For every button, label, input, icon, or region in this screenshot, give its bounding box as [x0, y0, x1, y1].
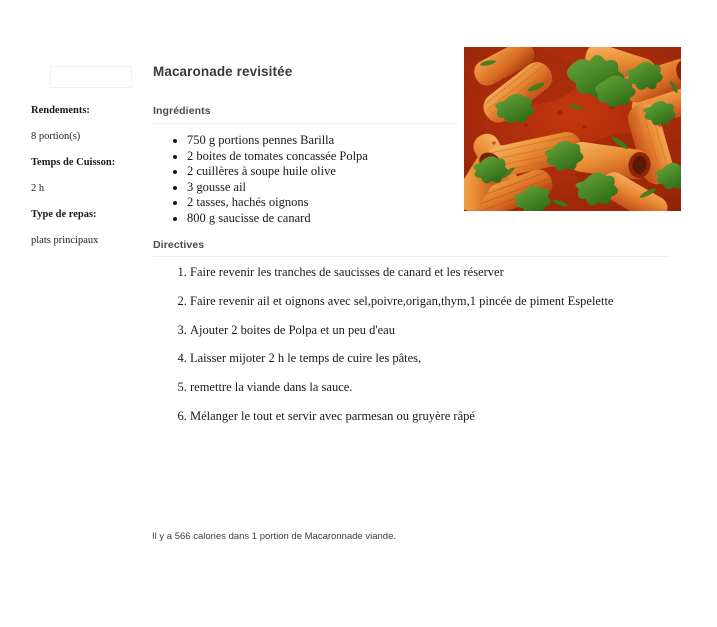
list-item: • 750 g portions pennes Barilla — [187, 133, 368, 149]
list-item: 5. remettre la viande dans la sauce. — [190, 380, 613, 394]
list-item: • 2 boites de tomates concassée Polpa — [187, 149, 368, 165]
list-item: 6. Mélanger le tout et servir avec parmesan ou gruyère râpé — [190, 409, 613, 423]
meta-label-rendements: Rendements: — [31, 105, 90, 116]
ingredients-divider — [153, 123, 458, 124]
directives-heading: Directives — [153, 239, 205, 251]
ingredients-heading: Ingrédients — [153, 105, 211, 117]
list-item: • 800 g saucisse de canard — [187, 211, 368, 227]
meta-label-temps-de-cuisson: Temps de Cuisson: — [31, 157, 116, 168]
directives-divider — [153, 256, 670, 257]
meta-item-rendements — [31, 104, 146, 143]
recipe-photo — [464, 47, 681, 211]
meta-value-rendements: 8 portion(s) — [31, 131, 81, 142]
recipe-thumbnail-frame — [50, 66, 132, 88]
list-item: 2. Faire revenir ail et oignons avec sel,poivre,origan,thym,1 pincée de piment Espelette — [190, 294, 613, 308]
calorie-note: Il y a 566 calories dans 1 portion de Macaronnade viande. — [152, 531, 396, 542]
meta-item-type-de-repas — [31, 208, 146, 247]
list-item: • 2 tasses, hachés oignons — [187, 195, 368, 211]
meta-label-type-de-repas: Type de repas: — [31, 209, 97, 220]
list-item: 1. Faire revenir les tranches de saucisses de canard et les réserver — [190, 265, 613, 279]
list-item: 3. Ajouter 2 boites de Polpa et un peu d'eau — [190, 323, 613, 337]
meta-value-temps-de-cuisson: 2 h — [31, 183, 45, 194]
ingredients-list — [163, 133, 368, 226]
meta-item-temps-de-cuisson — [31, 156, 146, 195]
penne-pasta-illustration — [464, 47, 681, 211]
list-item: • 3 gousse ail — [187, 180, 368, 196]
meta-value-type-de-repas: plats principaux — [31, 235, 99, 246]
list-item: • 2 cuillères à soupe huile olive — [187, 164, 368, 180]
directives-list — [163, 265, 613, 438]
list-item: 4. Laisser mijoter 2 h le temps de cuire les pâtes, — [190, 351, 613, 365]
recipe-title: Macaronade revisitée — [153, 64, 293, 80]
